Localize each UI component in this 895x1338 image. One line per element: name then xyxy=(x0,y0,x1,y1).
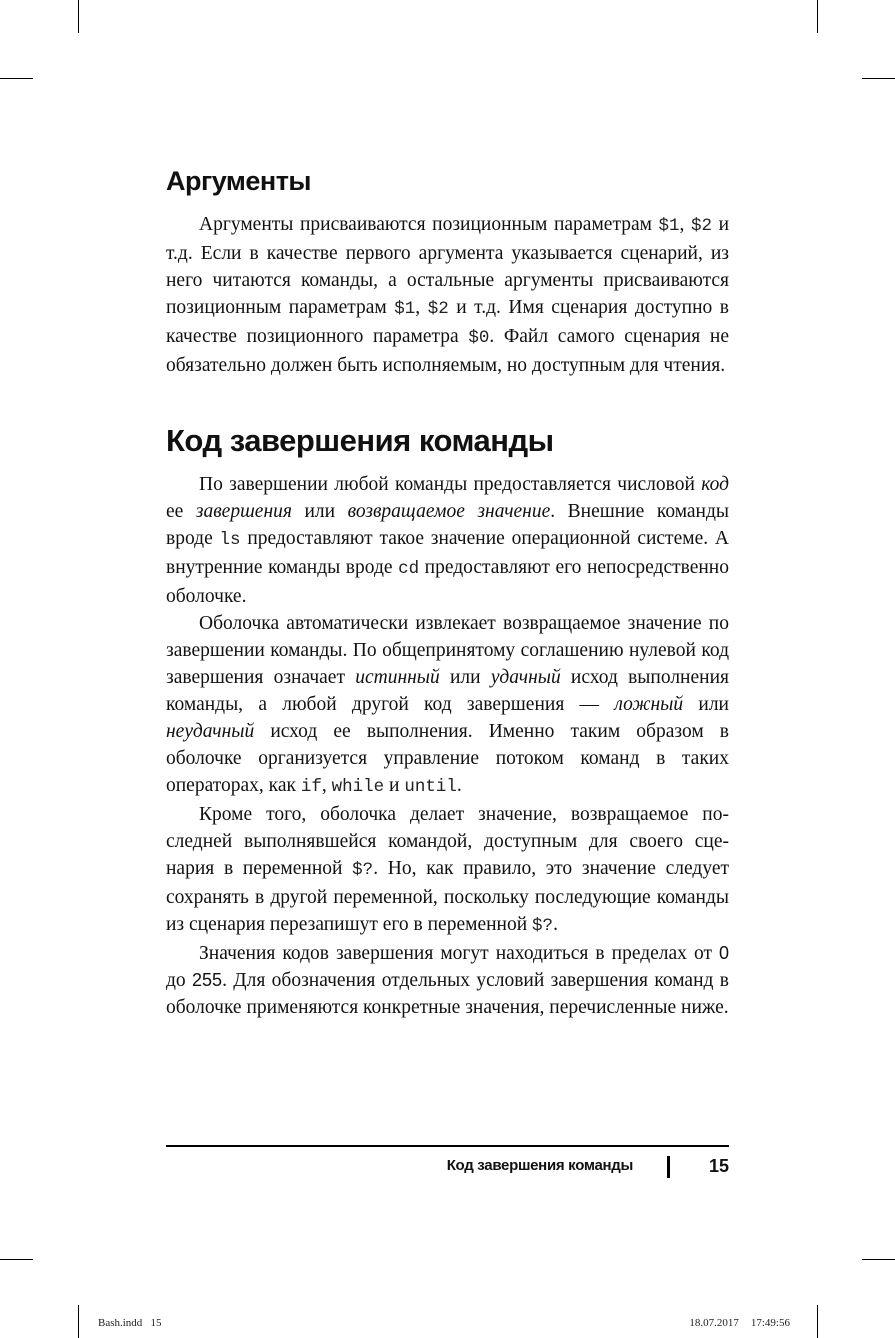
code-token: $? xyxy=(352,860,374,880)
crop-mark xyxy=(817,1305,818,1338)
code-token: $1 xyxy=(658,216,680,236)
paragraph-exit-status-2: Оболочка автоматически извлекает возвращаемое значение по завершении команды. По общепринятому соглашению нулевой код завершения означает истинный или удачный исход выполнения команды, а любой другой код завершения — ложный или неудачный исход ее выполнения. Именно таким образом в оболочке организуется управление потоком команд в таких операторах, как if, while и until. xyxy=(166,613,729,797)
code-token: cd xyxy=(398,559,420,579)
code-token: while xyxy=(331,777,385,797)
code-token: $2 xyxy=(691,216,713,236)
paragraph-arguments: Аргументы присваиваются позиционным параметрам $1, $2 и т.д. Если в качестве первого аргумента указывается сценарий, из него читаются команды, а остальные аргументы присваиваются позиционным параметрам $1, $2 и т.д. Имя сценария доступно в качестве позиционного параметра $0. Файл самого сценария не обязательно должен быть исполняемым, но доступным для чтения. xyxy=(166,214,730,376)
crop-mark xyxy=(862,78,895,79)
paragraph-exit-status-1: По завершении любой команды предоставляется числовой код ее завершения или возвращаемое значение. Внешние команды вроде ls предоставляют такое значение операционной системе. А внутренние команды вроде cd предоставляют его непосредственно оболочке. xyxy=(166,474,730,607)
slug-date: 18.07.2017 xyxy=(689,1317,739,1329)
slug-timestamp xyxy=(689,1316,790,1330)
section-heading-arguments: Аргументы xyxy=(166,166,311,196)
code-token: until xyxy=(404,777,457,797)
footer-divider xyxy=(667,1156,670,1178)
crop-mark xyxy=(0,1259,33,1260)
footer-rule xyxy=(166,1145,729,1147)
code-token: $1 xyxy=(394,299,416,319)
page-number: 15 xyxy=(708,1156,729,1176)
number-token: 255 xyxy=(192,970,223,990)
crop-mark xyxy=(817,0,818,33)
slug-time: 17:49:56 xyxy=(750,1317,790,1329)
section-heading-exit-status: Код завершения команды xyxy=(166,423,554,458)
crop-mark xyxy=(0,78,33,79)
code-token: $0 xyxy=(468,328,490,348)
code-token: $? xyxy=(532,916,554,936)
code-token: if xyxy=(300,777,322,797)
code-token: $2 xyxy=(427,299,449,319)
code-token: ls xyxy=(219,530,241,550)
crop-mark xyxy=(862,1259,895,1260)
paragraph-exit-status-3: Кроме того, оболочка делает значение, возвращаемое последней выполнявшейся командой, доступным для своего сценария в переменной $?. Но, как правило, это значение следует сохранять в другой переменной, поскольку последующие команды из сценария перезапишут его в переменной $?. xyxy=(166,804,729,936)
crop-mark xyxy=(78,0,79,33)
running-title: Код завершения команды xyxy=(446,1157,633,1174)
slug-filename: Bash.indd 15 xyxy=(98,1317,162,1329)
paragraph-exit-status-4: Значения кодов завершения могут находиться в пределах от 0 до 255. Для обозначения отдельных условий завершения команд в оболочке применяются конкретные значения, перечисленные ниже. xyxy=(166,943,730,1018)
crop-mark xyxy=(78,1305,79,1338)
number-token: 0 xyxy=(718,943,729,963)
page-body xyxy=(166,165,729,1021)
